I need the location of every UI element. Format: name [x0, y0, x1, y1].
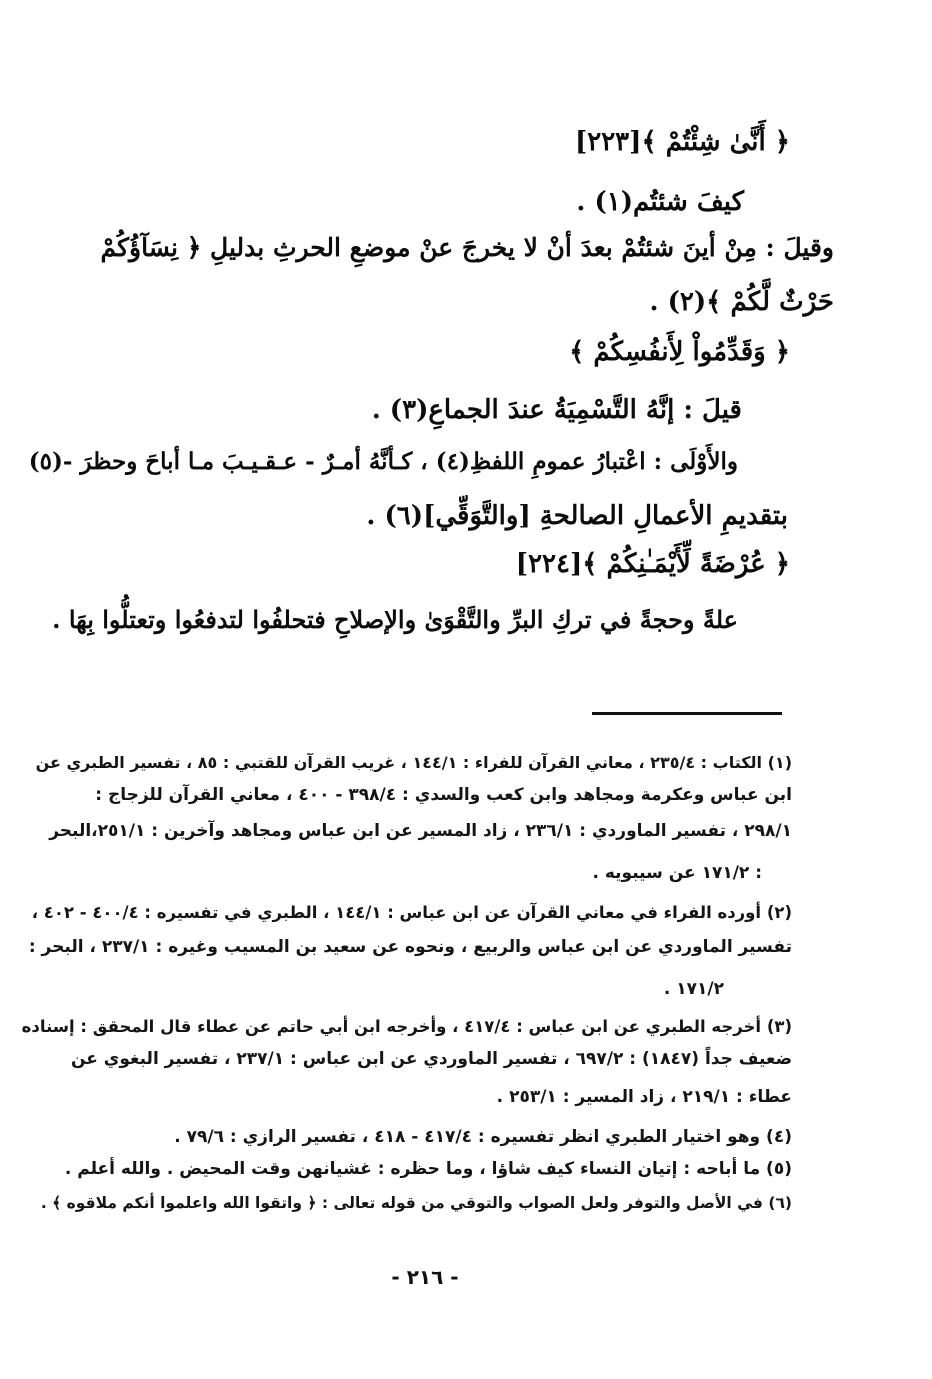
- verse-heading-224: ﴿ عُرْضَةً لِّأَيْمَـٰنِكُمْ ﴾[٢٢٤]: [515, 549, 790, 579]
- footnote-line: ١٧١/٢ .: [663, 979, 724, 999]
- main-text-line: والأَوْلَى : اعْتبارُ عمومِ اللفظِ(٤) ، كـأنَّهُ أمـرٌ - عـقـيـبَ مـا أباحَ وحظرَ -(٥): [28, 448, 738, 475]
- footnote-line: تفسير الماوردي عن ابن عباس والربيع ، ونحوه عن سعيد بن المسيب وغيره : ٢٣٧/١ ، البحر :: [28, 937, 792, 957]
- main-text-line: قيلَ : إنَّهُ التَّسْمِيَةُ عندَ الجماعِ(٣) .: [371, 395, 742, 425]
- verse-heading-223: ﴿ أَنَّىٰ شِئْتُمْ ﴾[٢٢٣]: [574, 127, 790, 157]
- footnote-line: عطاء : ٢١٩/١ ، زاد المسير : ٢٥٣/١ .: [496, 1087, 792, 1107]
- footnote-line: : ١٧١/٢ عن سيبويه .: [592, 863, 762, 883]
- main-text-line: بتقديمِ الأعمالِ الصالحةِ [والتَّوَقِّي](٦) .: [366, 501, 788, 531]
- footnote-line: ٢٩٨/١ ، تفسير الماوردي : ٢٣٦/١ ، زاد المسير عن ابن عباس ومجاهد وآخرين : ٢٥١/١،البحر: [49, 821, 792, 841]
- main-text-line: علةً وحجةً في تركِ البرِّ والتَّقْوَىٰ والإصلاحِ فتحلفُوا لتدفعُوا وتعتلُّوا بِهَا .: [52, 605, 738, 634]
- footnote-line: (٢) أورده الفراء في معاني القرآن عن ابن عباس : ١٤٤/١ ، الطبري في تفسيره : ٤٠٠/٤ - ٤٠٢ ،: [31, 903, 792, 922]
- footnote-line: (٣) أخرجه الطبري عن ابن عباس : ٤١٧/٤ ، وأخرجه ابن أبي حاتم عن عطاء قال المحقق : إسناده: [21, 1017, 792, 1036]
- main-text-line: حَرْثٌ لَّكُمْ ﴾(٢) .: [649, 287, 834, 317]
- verse-heading-provide: ﴿ وَقَدِّمُواْ لِأَنفُسِكُمْ ﴾: [569, 337, 790, 367]
- footnote-line: ابن عباس وعكرمة ومجاهد وابن كعب والسدي : ٣٩٨/٤ - ٤٠٠ ، معاني القرآن للزجاج :: [95, 785, 792, 805]
- footnote-line: (١) الكتاب : ٢٣٥/٤ ، معاني القرآن للفراء : ١٤٤/١ ، غريب القرآن للقتبي : ٨٥ ، تفسير الطبري عن: [35, 753, 792, 772]
- footnote-line: (٤) وهو اختيار الطبري انظر تفسيره : ٤١٧/٤ - ٤١٨ ، تفسير الرازي : ٧٩/٦ .: [174, 1127, 792, 1147]
- footnote-line: ضعيف جداً (١٨٤٧) : ٦٩٧/٢ ، تفسير الماوردي عن ابن عباس : ٢٣٧/١ ، تفسير البغوي عن: [70, 1049, 792, 1069]
- footnote-line: (٥) ما أباحه : إتيان النساء كيف شاؤا ، وما حظره : غشيانهن وقت المحيض . والله أعلم .: [64, 1159, 792, 1179]
- main-text-line: وقيلَ : مِنْ أينَ شئتُمْ بعدَ أنْ لا يخرجَ عنْ موضعِ الحرثِ بدليلِ ﴿ نِسَآؤُكُمْ: [100, 233, 834, 262]
- main-text-line: كيفَ شئتُم(١) .: [576, 187, 744, 217]
- page-number: - ٢١٦ -: [391, 1265, 459, 1289]
- footnote-line: (٦) في الأصل والتوفر ولعل الصواب والتوقي من قوله تعالى : ﴿ واتقوا الله واعلموا أنكم ملاقوه ﴾ .: [40, 1194, 792, 1212]
- footnote-divider: [592, 712, 782, 715]
